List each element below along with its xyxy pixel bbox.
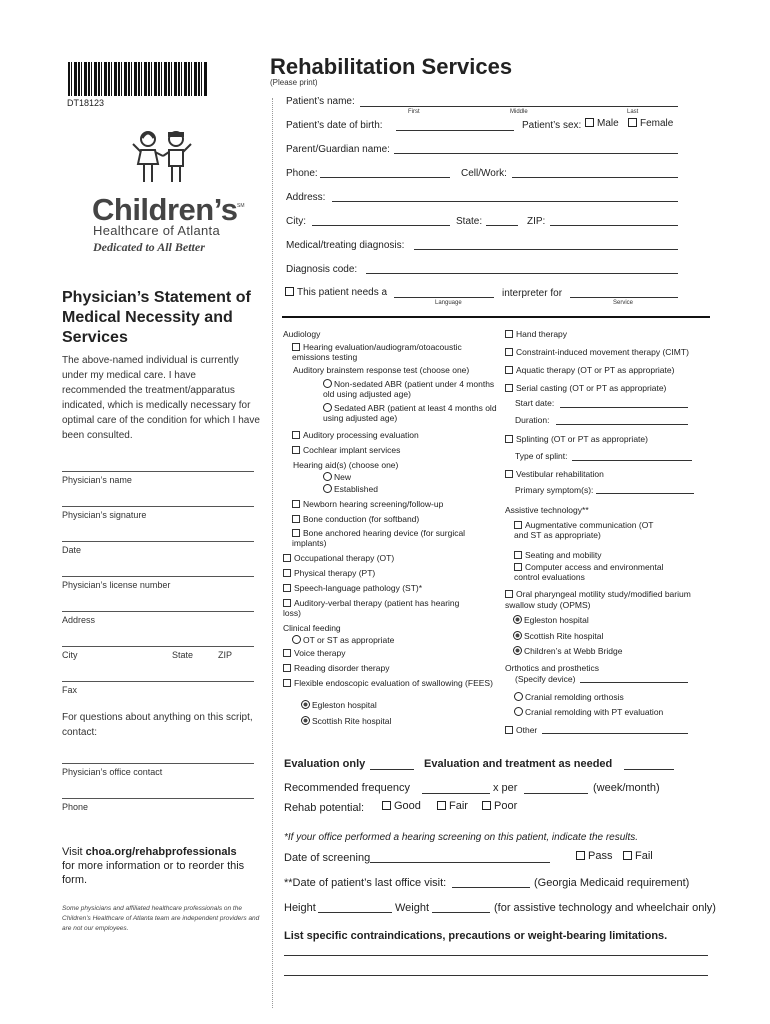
address-field[interactable] [62,611,254,625]
checkbox[interactable] [505,348,513,356]
symptoms-label: Primary symptom(s): [515,485,594,495]
option-label: Augmentative communication (OT and ST as appropriate) [514,520,654,540]
first-label: First [408,109,420,115]
option-label: Non-sedated ABR (patient under 4 months old using adjusted age) [323,379,495,399]
interpreter-suffix: interpreter for [502,288,563,299]
option-label: Auditory processing evaluation [303,430,419,440]
field-label: ZIP [218,650,233,660]
checkbox[interactable] [292,515,300,523]
radio[interactable] [323,403,332,412]
address-label: Address: [286,192,326,203]
option-label: Sedated ABR (patient at least 4 months old using adjusted age) [323,403,497,423]
checkbox[interactable] [505,435,513,443]
language-label: Language [435,300,462,306]
option-label: Oral pharyngeal motility study/modified barium swallow study (OPMS) [505,589,691,610]
seating-option[interactable] [514,550,602,560]
option-label: Cochlear implant services [303,445,401,455]
option-label: Other [516,725,538,735]
st-option[interactable] [283,583,422,593]
checkbox[interactable] [505,470,513,478]
frequency-input[interactable] [422,793,490,794]
other-option[interactable] [505,725,537,735]
option-label: New [334,472,352,482]
cochlear-option[interactable] [292,445,400,455]
duration-input[interactable] [556,424,688,425]
sidebar-title: Physician’s Statement of Medical Necessity and Services [62,289,251,346]
guardian-input[interactable] [394,153,678,154]
radio[interactable] [323,484,332,493]
option-label: Newborn hearing screening/follow-up [303,499,444,509]
checkbox[interactable] [292,343,300,351]
fair-option[interactable] [437,800,468,812]
dx-code-label: Diagnosis code: [286,264,358,275]
hand-option[interactable] [505,329,567,339]
opms-scottish-option[interactable] [513,631,603,641]
checkbox[interactable] [505,384,513,392]
eval-only-label: Evaluation only [284,758,366,770]
male-checkbox[interactable] [585,118,594,127]
physician-name-field[interactable] [62,471,254,485]
checkbox[interactable] [623,851,632,860]
license-field[interactable] [62,576,254,590]
visit-note [62,845,262,887]
city-input[interactable] [312,225,450,226]
checkbox[interactable] [514,521,522,529]
column-divider [272,98,273,1008]
female-checkbox[interactable] [628,118,637,127]
option-label: OT or ST as appropriate [303,635,395,645]
radio[interactable] [292,635,301,644]
checkbox[interactable] [292,446,300,454]
duration-label: Duration: [515,415,550,425]
page-title: Rehabilitation Services [270,54,513,79]
specify-label: (Specify device) [515,674,576,684]
checkbox[interactable] [514,551,522,559]
option-label: Vestibular rehabilitation [516,469,604,479]
auditory-processing-option[interactable] [292,430,419,440]
radio[interactable] [513,631,522,640]
pt-option[interactable] [283,568,375,578]
state-input[interactable] [486,225,518,226]
city-state-zip-field[interactable] [62,646,254,660]
option-label: Constraint-induced movement therapy (CIMT) [516,347,689,357]
weight-input[interactable] [432,912,490,913]
orthotics-heading: Orthotics and prosthetics [505,663,600,673]
cell-input[interactable] [512,177,678,178]
option-label: Scottish Rite hospital [524,631,604,641]
sex-label: Patient’s sex: [522,120,582,131]
opms-webb-option[interactable] [513,646,622,656]
female-label: Female [640,118,674,129]
address-input[interactable] [332,201,678,202]
option-label: Pass [588,850,613,862]
option-label: Speech-language pathology (ST)* [294,583,423,593]
newborn-option[interactable] [292,499,443,509]
voice-option[interactable] [283,648,346,658]
eval-only-input[interactable] [370,769,414,770]
option-label: Poor [494,800,518,812]
option-label: Hand therapy [516,329,568,339]
hearing-note: *If your office performed a hearing screening on this patient, indicate the results. [284,832,639,843]
cranial-pt-option[interactable] [514,707,663,717]
height-label: Height [284,902,316,914]
contact-question: For questions about anything on this script, contact: [62,712,253,738]
checkbox[interactable] [505,726,513,734]
splint-type-label: Type of splint: [515,451,568,461]
assistive-heading: Assistive technology** [505,505,589,515]
checkbox[interactable] [283,569,291,577]
field-label: Physician’s signature [62,510,147,520]
weight-label: Weight [395,902,430,914]
option-label: Cranial remolding orthosis [525,692,624,702]
potential-label: Rehab potential: [284,802,365,814]
abr-sedated-option[interactable] [323,403,499,423]
cranial-option[interactable] [514,692,624,702]
splinting-option[interactable] [505,434,648,444]
aac-option[interactable] [514,520,664,540]
option-label: Children’s at Webb Bridge [524,646,623,656]
symptoms-input[interactable] [596,493,694,494]
device-input[interactable] [580,682,688,683]
contraindications-line-1[interactable] [284,955,708,956]
field-label: Address [62,615,96,625]
option-label: Egleston hospital [524,615,589,625]
diagnosis-input[interactable] [414,249,678,250]
abr-heading: Auditory brainstem response test (choose one) [293,365,470,375]
option-label: Voice therapy [294,648,346,658]
screen-date-label: Date of screening [284,852,371,864]
children-logo-icon [128,128,198,186]
option-label: Aquatic therapy (OT or PT as appropriate) [516,365,675,375]
per-input[interactable] [524,793,588,794]
option-label: Physical therapy (PT) [294,568,376,578]
aids-new-option[interactable] [323,472,351,482]
aquatic-option[interactable] [505,365,674,375]
field-label: State [172,650,194,660]
at-note: (for assistive technology and wheelchair only) [494,902,716,914]
dx-code-input[interactable] [366,273,678,274]
pass-option[interactable] [576,850,612,862]
hearing-eval-option[interactable] [292,342,492,362]
language-input[interactable] [394,297,494,298]
week-month-label: (week/month) [593,782,660,794]
bone-anchored-option[interactable] [292,528,492,548]
opms-option[interactable] [505,589,705,611]
eval-treat-input[interactable] [624,769,674,770]
contraindications-line-2[interactable] [284,975,708,976]
state-label: State: [456,216,483,227]
bone-conduction-option[interactable] [292,514,419,524]
option-label: Reading disorder therapy [294,663,390,673]
field-label: City [62,650,78,660]
checkbox[interactable] [505,590,513,598]
radio[interactable] [514,707,523,716]
option-label: Bone conduction (for softband) [303,514,420,524]
interpreter-checkbox[interactable] [285,287,294,296]
radio[interactable] [301,700,310,709]
hearing-aids-heading: Hearing aid(s) (choose one) [293,460,399,470]
option-label: Auditory-verbal therapy (patient has hearing loss) [283,598,460,618]
radio[interactable] [513,615,522,624]
casting-option[interactable] [505,383,666,393]
field-label: Physician’s license number [62,580,171,590]
fail-option[interactable] [623,850,653,862]
checkbox[interactable] [505,330,513,338]
radio[interactable] [323,472,332,481]
fees-egleston-option[interactable] [301,700,377,710]
start-date-label: Start date: [515,398,555,408]
contraindications-label: List specific contraindications, precautions or weight-bearing limitations. [284,930,668,942]
date-field[interactable] [62,541,254,555]
checkbox[interactable] [283,599,291,607]
checkbox[interactable] [292,500,300,508]
field-label: Date [62,545,82,555]
option-label: Serial casting (OT or PT as appropriate) [516,383,667,393]
height-input[interactable] [318,912,392,913]
fees-scottish-option[interactable] [301,716,391,726]
computer-option[interactable] [514,562,684,582]
field-label: Fax [62,685,78,695]
fees-option[interactable] [283,678,493,688]
reading-option[interactable] [283,663,389,673]
section-divider [282,316,710,318]
checkbox[interactable] [283,664,291,672]
service-label: Service [613,300,634,306]
radio[interactable] [301,716,310,725]
aids-established-option[interactable] [323,484,378,494]
avt-option[interactable] [283,598,463,618]
good-option[interactable] [382,800,421,812]
checkbox[interactable] [283,584,291,592]
option-label: Egleston hospital [312,700,377,710]
feeding-option[interactable] [292,635,394,645]
frequency-label: Recommended frequency [284,782,410,794]
checkbox[interactable] [283,649,291,657]
form-code: DT18123 [67,98,105,108]
option-label: Computer access and environmental control evaluations [514,562,664,582]
brand-service-mark: SM [237,203,245,209]
zip-label: ZIP: [527,216,546,227]
service-input[interactable] [570,297,678,298]
checkbox[interactable] [292,529,300,537]
please-print: (Please print) [270,78,318,87]
physician-signature-field[interactable] [62,506,254,520]
last-visit-input[interactable] [452,887,530,888]
option-label: Flexible endoscopic evaluation of swallowing (FEES) [294,678,493,688]
checkbox[interactable] [292,431,300,439]
fine-print: Some physicians and affiliated healthcare professionals on the Children’s Healthcare of Atlanta team are independent providers and are not our employees. [62,905,260,932]
barcode [68,62,208,96]
option-label: Splinting (OT or PT as appropriate) [516,434,648,444]
checkbox[interactable] [283,554,291,562]
city-label: City: [286,216,306,227]
visit-suffix: for more information or to reorder this form. [62,860,245,886]
radio[interactable] [514,692,523,701]
zip-input[interactable] [550,225,678,226]
dob-input[interactable] [396,130,514,131]
visit-prefix: Visit [62,846,86,858]
abr-non-sedated-option[interactable] [323,379,499,399]
fax-field[interactable] [62,681,254,695]
poor-option[interactable] [482,800,517,812]
guardian-label: Parent/Guardian name: [286,144,390,155]
male-option[interactable] [585,118,619,129]
brand-subtitle: Healthcare of Atlanta [93,223,220,238]
audiology-heading: Audiology [283,329,321,339]
start-date-input[interactable] [560,407,688,408]
checkbox[interactable] [514,563,522,571]
xper-label: x per [493,782,518,794]
option-label: Occupational therapy (OT) [294,553,395,563]
option-label: Seating and mobility [525,550,602,560]
screen-date-input[interactable] [370,862,550,863]
last-label: Last [627,109,639,115]
brand-name: Children’s [92,192,238,227]
option-label: Good [394,800,421,812]
vestibular-option[interactable] [505,469,604,479]
radio[interactable] [323,379,332,388]
field-label: Physician’s name [62,475,132,485]
checkbox[interactable] [576,851,585,860]
phone-field[interactable] [62,798,254,812]
dob-label: Patient’s date of birth: [286,120,383,131]
diagnosis-label: Medical/treating diagnosis: [286,240,405,251]
last-visit-label: **Date of patient’s last office visit: [284,877,447,889]
option-label: Bone anchored hearing device (for surgical implants) [292,528,466,548]
brand-tagline: Dedicated to All Better [93,240,205,254]
checkbox[interactable] [382,801,391,810]
checkbox[interactable] [505,366,513,374]
cell-label: Cell/Work: [461,168,507,179]
option-label: Established [334,484,378,494]
splint-type-input[interactable] [572,460,692,461]
patient-name-label: Patient’s name: [286,96,355,107]
option-label: Fail [635,850,653,862]
other-input[interactable] [542,733,688,734]
checkbox[interactable] [283,679,291,687]
visit-link[interactable]: choa.org/rehabprofessionals [85,846,237,858]
option-label: Hearing evaluation/audiogram/otoacoustic emissions testing [292,342,462,362]
patient-name-input[interactable] [360,106,678,107]
cimt-option[interactable] [505,347,689,357]
interpreter-prefix: This patient needs a [297,287,388,298]
ot-option[interactable] [283,553,394,563]
checkbox[interactable] [482,801,491,810]
middle-label: Middle [510,109,528,115]
medicaid-label: (Georgia Medicaid requirement) [534,877,690,889]
female-option[interactable] [628,118,673,129]
option-label: Scottish Rite hospital [312,716,392,726]
male-label: Male [597,118,619,129]
field-label: Physician’s office contact [62,767,163,777]
feeding-heading: Clinical feeding [283,623,341,633]
interpreter-option[interactable] [285,287,387,298]
eval-treat-label: Evaluation and treatment as needed [424,758,613,770]
option-label: Fair [449,800,468,812]
office-contact-field[interactable] [62,763,254,777]
sidebar-statement: The above-named individual is currently under my medical care. I have recommended the treatment/apparatus indicated, which is medically necessary for optimal care of the condition for which I have been consulted. [62,355,260,441]
opms-egleston-option[interactable] [513,615,589,625]
phone-label: Phone: [286,168,318,179]
radio[interactable] [513,646,522,655]
checkbox[interactable] [437,801,446,810]
phone-input[interactable] [320,177,450,178]
option-label: Cranial remolding with PT evaluation [525,707,664,717]
field-label: Phone [62,802,89,812]
